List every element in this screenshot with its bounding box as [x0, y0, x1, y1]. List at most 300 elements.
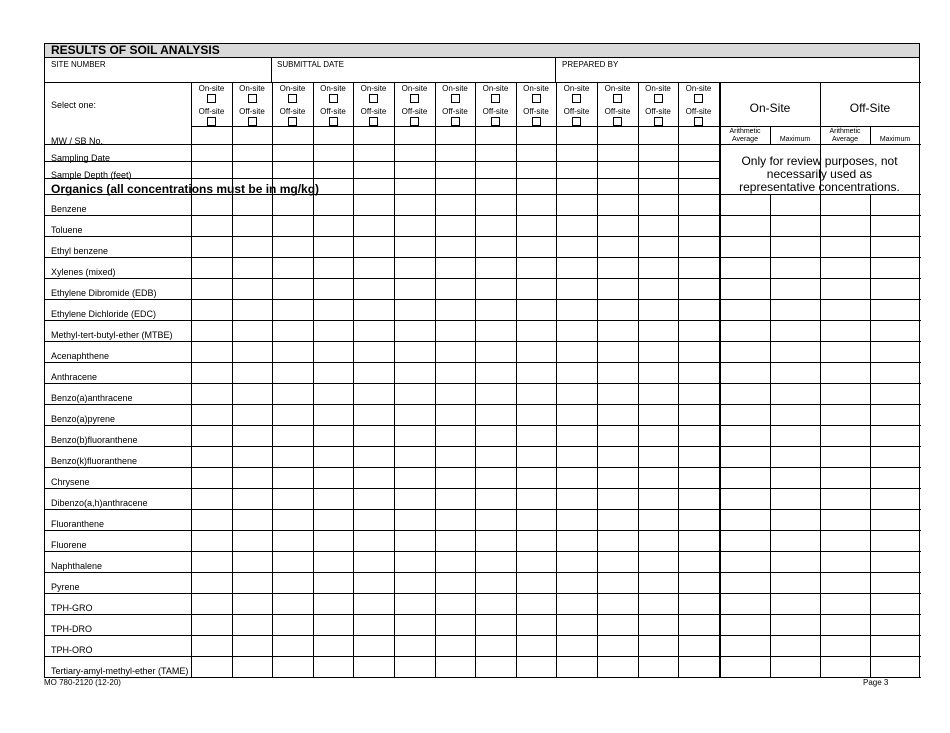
concentration-cell[interactable] — [639, 657, 677, 676]
concentration-cell[interactable] — [314, 426, 352, 445]
concentration-cell[interactable] — [436, 489, 474, 508]
concentration-cell[interactable] — [517, 426, 555, 445]
concentration-cell[interactable] — [679, 552, 718, 571]
concentration-cell[interactable] — [192, 573, 231, 592]
concentration-cell[interactable] — [639, 384, 677, 403]
concentration-cell[interactable] — [314, 468, 352, 487]
concentration-cell[interactable] — [517, 531, 555, 550]
concentration-cell[interactable] — [598, 216, 637, 235]
on-site-checkbox[interactable] — [248, 94, 257, 103]
concentration-cell[interactable] — [517, 384, 555, 403]
concentration-cell[interactable] — [679, 300, 718, 319]
concentration-cell[interactable] — [314, 300, 352, 319]
concentration-cell[interactable] — [598, 489, 637, 508]
concentration-cell[interactable] — [598, 573, 637, 592]
concentration-cell[interactable] — [517, 321, 555, 340]
concentration-cell[interactable] — [517, 573, 555, 592]
concentration-cell[interactable] — [354, 657, 393, 676]
concentration-cell[interactable] — [233, 384, 271, 403]
concentration-cell[interactable] — [354, 279, 393, 298]
concentration-cell[interactable] — [476, 594, 515, 613]
concentration-cell[interactable] — [273, 300, 312, 319]
concentration-cell[interactable] — [354, 552, 393, 571]
concentration-cell[interactable] — [192, 195, 231, 214]
concentration-cell[interactable] — [233, 216, 271, 235]
off-site-checkbox[interactable] — [451, 117, 460, 126]
concentration-cell[interactable] — [557, 237, 596, 256]
concentration-cell[interactable] — [476, 426, 515, 445]
concentration-cell[interactable] — [476, 636, 515, 655]
concentration-cell[interactable] — [273, 237, 312, 256]
concentration-cell[interactable] — [639, 405, 677, 424]
concentration-cell[interactable] — [639, 636, 677, 655]
concentration-cell[interactable] — [192, 363, 231, 382]
concentration-cell[interactable] — [273, 447, 312, 466]
on-site-checkbox[interactable] — [613, 94, 622, 103]
concentration-cell[interactable] — [273, 489, 312, 508]
concentration-cell[interactable] — [395, 531, 434, 550]
concentration-cell[interactable] — [639, 279, 677, 298]
concentration-cell[interactable] — [517, 363, 555, 382]
concentration-cell[interactable] — [598, 237, 637, 256]
concentration-cell[interactable] — [354, 447, 393, 466]
concentration-cell[interactable] — [192, 321, 231, 340]
off-site-checkbox[interactable] — [613, 117, 622, 126]
concentration-cell[interactable] — [436, 573, 474, 592]
off-site-checkbox[interactable] — [329, 117, 338, 126]
concentration-cell[interactable] — [436, 657, 474, 676]
site-number-field[interactable] — [46, 69, 270, 81]
concentration-cell[interactable] — [354, 510, 393, 529]
off-site-checkbox[interactable] — [491, 117, 500, 126]
concentration-cell[interactable] — [436, 426, 474, 445]
concentration-cell[interactable] — [436, 279, 474, 298]
concentration-cell[interactable] — [192, 615, 231, 634]
concentration-cell[interactable] — [598, 300, 637, 319]
off-site-checkbox[interactable] — [288, 117, 297, 126]
concentration-cell[interactable] — [233, 636, 271, 655]
off-site-checkbox[interactable] — [248, 117, 257, 126]
concentration-cell[interactable] — [233, 531, 271, 550]
concentration-cell[interactable] — [476, 216, 515, 235]
concentration-cell[interactable] — [679, 657, 718, 676]
concentration-cell[interactable] — [679, 531, 718, 550]
concentration-cell[interactable] — [639, 510, 677, 529]
concentration-cell[interactable] — [395, 237, 434, 256]
on-site-checkbox[interactable] — [410, 94, 419, 103]
concentration-cell[interactable] — [395, 321, 434, 340]
concentration-cell[interactable] — [517, 657, 555, 676]
concentration-cell[interactable] — [273, 258, 312, 277]
concentration-cell[interactable] — [476, 657, 515, 676]
concentration-cell[interactable] — [233, 342, 271, 361]
on-site-checkbox[interactable] — [207, 94, 216, 103]
off-site-checkbox[interactable] — [654, 117, 663, 126]
off-site-checkbox[interactable] — [207, 117, 216, 126]
concentration-cell[interactable] — [192, 279, 231, 298]
concentration-cell[interactable] — [557, 573, 596, 592]
concentration-cell[interactable] — [517, 468, 555, 487]
concentration-cell[interactable] — [233, 300, 271, 319]
concentration-cell[interactable] — [354, 363, 393, 382]
concentration-cell[interactable] — [639, 447, 677, 466]
concentration-cell[interactable] — [679, 573, 718, 592]
concentration-cell[interactable] — [354, 489, 393, 508]
concentration-cell[interactable] — [395, 405, 434, 424]
concentration-cell[interactable] — [436, 321, 474, 340]
concentration-cell[interactable] — [395, 573, 434, 592]
concentration-cell[interactable] — [192, 342, 231, 361]
concentration-cell[interactable] — [598, 195, 637, 214]
on-site-checkbox[interactable] — [329, 94, 338, 103]
concentration-cell[interactable] — [395, 657, 434, 676]
concentration-cell[interactable] — [639, 468, 677, 487]
concentration-cell[interactable] — [436, 636, 474, 655]
concentration-cell[interactable] — [557, 384, 596, 403]
concentration-cell[interactable] — [436, 531, 474, 550]
concentration-cell[interactable] — [517, 594, 555, 613]
concentration-cell[interactable] — [233, 447, 271, 466]
concentration-cell[interactable] — [436, 342, 474, 361]
concentration-cell[interactable] — [476, 342, 515, 361]
concentration-cell[interactable] — [639, 615, 677, 634]
concentration-cell[interactable] — [598, 342, 637, 361]
concentration-cell[interactable] — [314, 510, 352, 529]
concentration-cell[interactable] — [436, 384, 474, 403]
concentration-cell[interactable] — [395, 615, 434, 634]
concentration-cell[interactable] — [233, 510, 271, 529]
concentration-cell[interactable] — [436, 405, 474, 424]
concentration-cell[interactable] — [354, 321, 393, 340]
concentration-cell[interactable] — [557, 258, 596, 277]
concentration-cell[interactable] — [273, 195, 312, 214]
concentration-cell[interactable] — [273, 426, 312, 445]
concentration-cell[interactable] — [233, 573, 271, 592]
concentration-cell[interactable] — [436, 594, 474, 613]
concentration-cell[interactable] — [273, 615, 312, 634]
concentration-cell[interactable] — [679, 594, 718, 613]
concentration-cell[interactable] — [314, 489, 352, 508]
concentration-cell[interactable] — [679, 468, 718, 487]
concentration-cell[interactable] — [192, 405, 231, 424]
concentration-cell[interactable] — [273, 531, 312, 550]
concentration-cell[interactable] — [192, 468, 231, 487]
concentration-cell[interactable] — [192, 489, 231, 508]
concentration-cell[interactable] — [233, 258, 271, 277]
concentration-cell[interactable] — [314, 405, 352, 424]
concentration-cell[interactable] — [679, 363, 718, 382]
concentration-cell[interactable] — [679, 258, 718, 277]
concentration-cell[interactable] — [273, 342, 312, 361]
concentration-cell[interactable] — [557, 657, 596, 676]
concentration-cell[interactable] — [476, 615, 515, 634]
concentration-cell[interactable] — [598, 258, 637, 277]
concentration-cell[interactable] — [476, 447, 515, 466]
concentration-cell[interactable] — [557, 216, 596, 235]
concentration-cell[interactable] — [395, 447, 434, 466]
concentration-cell[interactable] — [598, 636, 637, 655]
concentration-cell[interactable] — [598, 510, 637, 529]
concentration-cell[interactable] — [192, 636, 231, 655]
concentration-cell[interactable] — [192, 531, 231, 550]
concentration-cell[interactable] — [354, 426, 393, 445]
concentration-cell[interactable] — [517, 279, 555, 298]
concentration-cell[interactable] — [314, 363, 352, 382]
concentration-cell[interactable] — [395, 552, 434, 571]
concentration-cell[interactable] — [273, 405, 312, 424]
concentration-cell[interactable] — [639, 363, 677, 382]
concentration-cell[interactable] — [314, 531, 352, 550]
on-site-checkbox[interactable] — [451, 94, 460, 103]
off-site-checkbox[interactable] — [369, 117, 378, 126]
concentration-cell[interactable] — [598, 279, 637, 298]
concentration-cell[interactable] — [273, 573, 312, 592]
concentration-cell[interactable] — [273, 552, 312, 571]
concentration-cell[interactable] — [679, 321, 718, 340]
concentration-cell[interactable] — [476, 384, 515, 403]
concentration-cell[interactable] — [476, 531, 515, 550]
concentration-cell[interactable] — [192, 510, 231, 529]
on-site-checkbox[interactable] — [572, 94, 581, 103]
concentration-cell[interactable] — [436, 363, 474, 382]
concentration-cell[interactable] — [314, 342, 352, 361]
on-site-checkbox[interactable] — [532, 94, 541, 103]
on-site-checkbox[interactable] — [694, 94, 703, 103]
concentration-cell[interactable] — [639, 573, 677, 592]
concentration-cell[interactable] — [395, 594, 434, 613]
concentration-cell[interactable] — [557, 300, 596, 319]
concentration-cell[interactable] — [517, 636, 555, 655]
concentration-cell[interactable] — [314, 195, 352, 214]
concentration-cell[interactable] — [517, 489, 555, 508]
concentration-cell[interactable] — [476, 300, 515, 319]
concentration-cell[interactable] — [395, 384, 434, 403]
concentration-cell[interactable] — [598, 426, 637, 445]
concentration-cell[interactable] — [273, 384, 312, 403]
concentration-cell[interactable] — [679, 510, 718, 529]
concentration-cell[interactable] — [314, 279, 352, 298]
concentration-cell[interactable] — [273, 363, 312, 382]
concentration-cell[interactable] — [598, 405, 637, 424]
concentration-cell[interactable] — [314, 636, 352, 655]
concentration-cell[interactable] — [598, 615, 637, 634]
concentration-cell[interactable] — [354, 258, 393, 277]
concentration-cell[interactable] — [395, 300, 434, 319]
concentration-cell[interactable] — [395, 426, 434, 445]
concentration-cell[interactable] — [598, 552, 637, 571]
concentration-cell[interactable] — [233, 363, 271, 382]
concentration-cell[interactable] — [192, 216, 231, 235]
concentration-cell[interactable] — [476, 363, 515, 382]
concentration-cell[interactable] — [557, 489, 596, 508]
concentration-cell[interactable] — [273, 510, 312, 529]
concentration-cell[interactable] — [639, 258, 677, 277]
concentration-cell[interactable] — [192, 552, 231, 571]
concentration-cell[interactable] — [233, 195, 271, 214]
concentration-cell[interactable] — [354, 342, 393, 361]
concentration-cell[interactable] — [557, 342, 596, 361]
concentration-cell[interactable] — [598, 531, 637, 550]
concentration-cell[interactable] — [314, 237, 352, 256]
concentration-cell[interactable] — [233, 468, 271, 487]
concentration-cell[interactable] — [233, 426, 271, 445]
concentration-cell[interactable] — [679, 237, 718, 256]
concentration-cell[interactable] — [679, 384, 718, 403]
concentration-cell[interactable] — [314, 573, 352, 592]
concentration-cell[interactable] — [517, 510, 555, 529]
concentration-cell[interactable] — [354, 216, 393, 235]
concentration-cell[interactable] — [192, 384, 231, 403]
concentration-cell[interactable] — [436, 237, 474, 256]
concentration-cell[interactable] — [679, 426, 718, 445]
concentration-cell[interactable] — [436, 510, 474, 529]
concentration-cell[interactable] — [517, 447, 555, 466]
on-site-checkbox[interactable] — [288, 94, 297, 103]
concentration-cell[interactable] — [557, 615, 596, 634]
concentration-cell[interactable] — [598, 657, 637, 676]
concentration-cell[interactable] — [354, 384, 393, 403]
concentration-cell[interactable] — [476, 258, 515, 277]
concentration-cell[interactable] — [314, 615, 352, 634]
concentration-cell[interactable] — [557, 321, 596, 340]
concentration-cell[interactable] — [679, 447, 718, 466]
concentration-cell[interactable] — [354, 195, 393, 214]
concentration-cell[interactable] — [557, 594, 596, 613]
concentration-cell[interactable] — [436, 300, 474, 319]
concentration-cell[interactable] — [192, 237, 231, 256]
concentration-cell[interactable] — [557, 531, 596, 550]
on-site-checkbox[interactable] — [369, 94, 378, 103]
off-site-checkbox[interactable] — [532, 117, 541, 126]
submittal-date-field[interactable] — [272, 69, 555, 81]
concentration-cell[interactable] — [476, 489, 515, 508]
concentration-cell[interactable] — [192, 258, 231, 277]
concentration-cell[interactable] — [192, 594, 231, 613]
concentration-cell[interactable] — [354, 405, 393, 424]
concentration-cell[interactable] — [354, 237, 393, 256]
concentration-cell[interactable] — [598, 384, 637, 403]
concentration-cell[interactable] — [233, 405, 271, 424]
concentration-cell[interactable] — [233, 489, 271, 508]
concentration-cell[interactable] — [517, 195, 555, 214]
concentration-cell[interactable] — [598, 468, 637, 487]
concentration-cell[interactable] — [517, 237, 555, 256]
concentration-cell[interactable] — [273, 636, 312, 655]
concentration-cell[interactable] — [517, 615, 555, 634]
concentration-cell[interactable] — [436, 615, 474, 634]
concentration-cell[interactable] — [517, 216, 555, 235]
concentration-cell[interactable] — [354, 300, 393, 319]
concentration-cell[interactable] — [517, 258, 555, 277]
concentration-cell[interactable] — [476, 195, 515, 214]
concentration-cell[interactable] — [273, 594, 312, 613]
concentration-cell[interactable] — [557, 405, 596, 424]
concentration-cell[interactable] — [557, 636, 596, 655]
concentration-cell[interactable] — [354, 615, 393, 634]
concentration-cell[interactable] — [598, 363, 637, 382]
concentration-cell[interactable] — [273, 657, 312, 676]
concentration-cell[interactable] — [233, 657, 271, 676]
concentration-cell[interactable] — [354, 594, 393, 613]
concentration-cell[interactable] — [476, 405, 515, 424]
concentration-cell[interactable] — [192, 300, 231, 319]
concentration-cell[interactable] — [639, 342, 677, 361]
concentration-cell[interactable] — [557, 468, 596, 487]
concentration-cell[interactable] — [436, 216, 474, 235]
concentration-cell[interactable] — [476, 468, 515, 487]
concentration-cell[interactable] — [314, 447, 352, 466]
concentration-cell[interactable] — [314, 384, 352, 403]
concentration-cell[interactable] — [354, 468, 393, 487]
off-site-checkbox[interactable] — [572, 117, 581, 126]
concentration-cell[interactable] — [273, 321, 312, 340]
concentration-cell[interactable] — [517, 300, 555, 319]
concentration-cell[interactable] — [273, 468, 312, 487]
concentration-cell[interactable] — [557, 363, 596, 382]
concentration-cell[interactable] — [476, 321, 515, 340]
concentration-cell[interactable] — [395, 510, 434, 529]
concentration-cell[interactable] — [679, 216, 718, 235]
concentration-cell[interactable] — [517, 342, 555, 361]
concentration-cell[interactable] — [476, 573, 515, 592]
concentration-cell[interactable] — [639, 216, 677, 235]
concentration-cell[interactable] — [395, 279, 434, 298]
concentration-cell[interactable] — [557, 426, 596, 445]
concentration-cell[interactable] — [639, 300, 677, 319]
concentration-cell[interactable] — [679, 279, 718, 298]
concentration-cell[interactable] — [192, 426, 231, 445]
concentration-cell[interactable] — [436, 195, 474, 214]
concentration-cell[interactable] — [598, 594, 637, 613]
concentration-cell[interactable] — [639, 321, 677, 340]
concentration-cell[interactable] — [639, 195, 677, 214]
concentration-cell[interactable] — [517, 405, 555, 424]
concentration-cell[interactable] — [273, 216, 312, 235]
concentration-cell[interactable] — [679, 636, 718, 655]
concentration-cell[interactable] — [679, 489, 718, 508]
concentration-cell[interactable] — [395, 489, 434, 508]
concentration-cell[interactable] — [314, 552, 352, 571]
concentration-cell[interactable] — [557, 510, 596, 529]
on-site-checkbox[interactable] — [654, 94, 663, 103]
concentration-cell[interactable] — [639, 489, 677, 508]
concentration-cell[interactable] — [639, 594, 677, 613]
concentration-cell[interactable] — [314, 657, 352, 676]
concentration-cell[interactable] — [517, 552, 555, 571]
concentration-cell[interactable] — [476, 279, 515, 298]
concentration-cell[interactable] — [557, 552, 596, 571]
concentration-cell[interactable] — [639, 552, 677, 571]
concentration-cell[interactable] — [436, 468, 474, 487]
concentration-cell[interactable] — [679, 342, 718, 361]
concentration-cell[interactable] — [233, 594, 271, 613]
concentration-cell[interactable] — [436, 258, 474, 277]
concentration-cell[interactable] — [476, 237, 515, 256]
concentration-cell[interactable] — [395, 636, 434, 655]
concentration-cell[interactable] — [273, 279, 312, 298]
concentration-cell[interactable] — [233, 552, 271, 571]
concentration-cell[interactable] — [598, 321, 637, 340]
concentration-cell[interactable] — [314, 594, 352, 613]
concentration-cell[interactable] — [395, 468, 434, 487]
concentration-cell[interactable] — [679, 195, 718, 214]
concentration-cell[interactable] — [314, 258, 352, 277]
concentration-cell[interactable] — [395, 363, 434, 382]
prepared-by-field[interactable] — [557, 69, 919, 81]
concentration-cell[interactable] — [476, 510, 515, 529]
concentration-cell[interactable] — [314, 321, 352, 340]
concentration-cell[interactable] — [476, 552, 515, 571]
